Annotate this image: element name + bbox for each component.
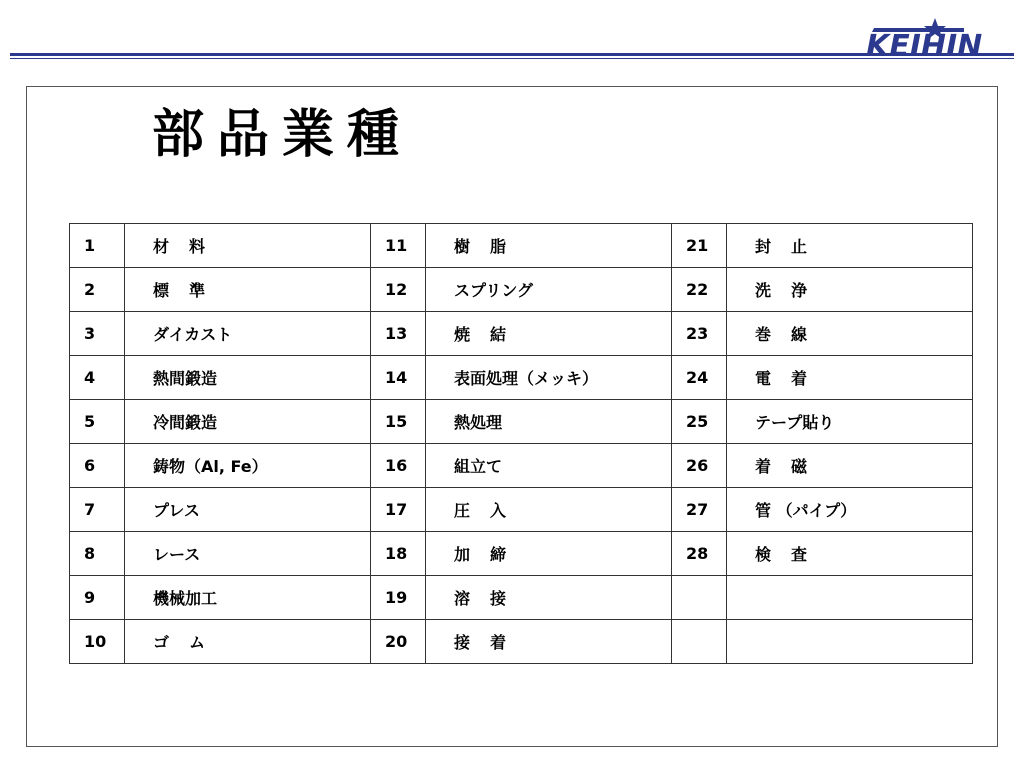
category-number: 20 [371, 620, 426, 664]
category-number: 7 [70, 488, 125, 532]
table-row [70, 312, 973, 356]
table-row [70, 400, 973, 444]
category-number: 14 [371, 356, 426, 400]
category-number: 9 [70, 576, 125, 620]
category-number: 21 [672, 224, 727, 268]
category-name: 鋳物（Al, Fe） [125, 444, 371, 488]
category-number: 8 [70, 532, 125, 576]
category-name: 加 締 [426, 532, 672, 576]
category-number: 27 [672, 488, 727, 532]
category-name: 圧 入 [426, 488, 672, 532]
category-number: 6 [70, 444, 125, 488]
header-rule [10, 53, 1014, 59]
table-row [70, 356, 973, 400]
table-row [70, 224, 973, 268]
category-number: 13 [371, 312, 426, 356]
category-number [672, 620, 727, 664]
category-number: 24 [672, 356, 727, 400]
category-number [672, 576, 727, 620]
category-number: 1 [70, 224, 125, 268]
table-row [70, 268, 973, 312]
category-number: 11 [371, 224, 426, 268]
category-name: 洗 浄 [727, 268, 973, 312]
table-row [70, 444, 973, 488]
category-name: 焼 結 [426, 312, 672, 356]
category-number: 2 [70, 268, 125, 312]
category-name: レース [125, 532, 371, 576]
category-number: 26 [672, 444, 727, 488]
category-name: ダイカスト [125, 312, 371, 356]
category-number: 16 [371, 444, 426, 488]
category-name [727, 576, 973, 620]
category-name: 接 着 [426, 620, 672, 664]
category-name: 検 査 [727, 532, 973, 576]
category-name: 電 着 [727, 356, 973, 400]
category-name [727, 620, 973, 664]
category-number: 10 [70, 620, 125, 664]
category-number: 17 [371, 488, 426, 532]
category-name: 材 料 [125, 224, 371, 268]
table-row [70, 532, 973, 576]
category-number: 12 [371, 268, 426, 312]
category-name: 着 磁 [727, 444, 973, 488]
category-number: 23 [672, 312, 727, 356]
page-title: 部品業種 [152, 105, 413, 165]
category-number: 22 [672, 268, 727, 312]
parts-category-table [69, 223, 973, 664]
parts-table-body [70, 224, 973, 664]
category-number: 25 [672, 400, 727, 444]
table-row [70, 488, 973, 532]
category-name: 組立て [426, 444, 672, 488]
category-number: 18 [371, 532, 426, 576]
category-number: 5 [70, 400, 125, 444]
category-name: 機械加工 [125, 576, 371, 620]
category-name: 熱処理 [426, 400, 672, 444]
category-name: プレス [125, 488, 371, 532]
category-name: スプリング [426, 268, 672, 312]
category-name: 冷間鍛造 [125, 400, 371, 444]
category-name: ゴ ム [125, 620, 371, 664]
category-name: 樹 脂 [426, 224, 672, 268]
category-name: 封 止 [727, 224, 973, 268]
category-number: 28 [672, 532, 727, 576]
category-name: 管 （パイプ） [727, 488, 973, 532]
category-number: 4 [70, 356, 125, 400]
category-number: 19 [371, 576, 426, 620]
category-number: 15 [371, 400, 426, 444]
category-name: 巻 線 [727, 312, 973, 356]
logo-text: KEIHIN [866, 29, 983, 60]
table-row [70, 576, 973, 620]
category-name: 表面処理（メッキ） [426, 356, 672, 400]
table-row [70, 620, 973, 664]
category-name: 熱間鍛造 [125, 356, 371, 400]
category-number: 3 [70, 312, 125, 356]
category-name: 標 準 [125, 268, 371, 312]
category-name: テープ貼り [727, 400, 973, 444]
category-name: 溶 接 [426, 576, 672, 620]
